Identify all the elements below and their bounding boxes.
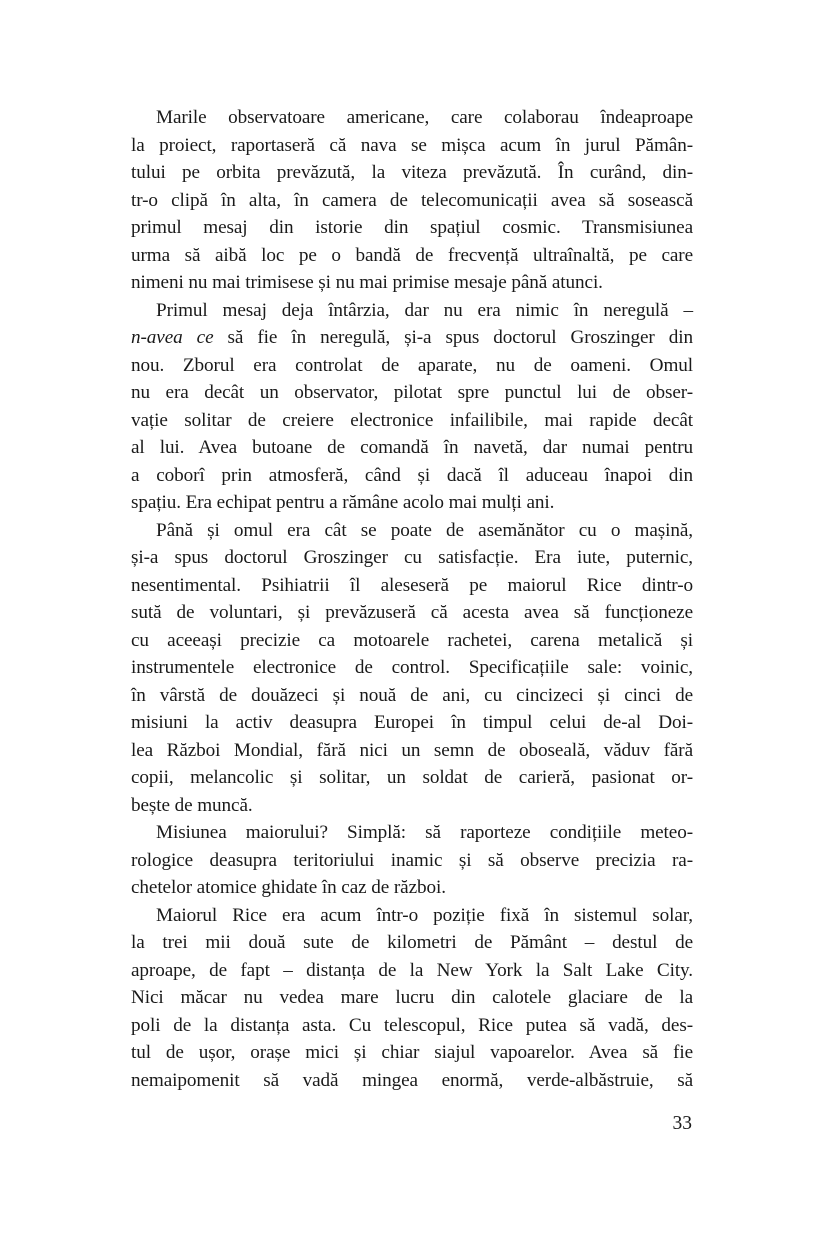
text-line bbox=[131, 1067, 693, 1095]
line-text: cu aceeași precizie ca motoarele rachetei, carena metalică și bbox=[131, 629, 693, 651]
line-text: nimeni nu mai trimisese și nu mai primise mesaje până atunci. bbox=[131, 272, 603, 293]
text-line bbox=[131, 159, 693, 187]
paragraph bbox=[131, 517, 693, 820]
text-line bbox=[131, 379, 693, 407]
text-line bbox=[131, 654, 693, 682]
text-line bbox=[131, 297, 693, 325]
line-text: poli de la distanța asta. Cu telescopul, Rice putea să vadă, des- bbox=[131, 1014, 693, 1036]
line-text: chetelor atomice ghidate în caz de război. bbox=[131, 877, 446, 898]
line-text: Maiorul Rice era acum într-o poziție fixă în sistemul solar, bbox=[156, 904, 693, 926]
line-text: copii, melancolic și solitar, un soldat de carieră, pasionat or- bbox=[131, 767, 693, 788]
line-text: misiuni la activ deasupra Europei în timpul celui de-al Doi- bbox=[131, 712, 693, 733]
text-line bbox=[131, 517, 693, 545]
line-text: a coborî prin atmosferă, când și dacă îl aduceau înapoi din bbox=[131, 464, 693, 486]
line-text: tr-o clipă în alta, în camera de telecomunicații avea să sosească bbox=[131, 189, 693, 211]
line-text: la trei mii două sute de kilometri de Pământ – destul de bbox=[131, 932, 693, 953]
line-text: lea Război Mondial, fără nici un semn de oboseală, văduv fără bbox=[131, 739, 693, 761]
line-text: Nici măcar nu vedea mare lucru din calotele glaciare de la bbox=[131, 987, 693, 1008]
line-text: Marile observatoare americane, care colaborau îndeaproape bbox=[156, 107, 693, 128]
text-line bbox=[131, 269, 693, 297]
paragraph bbox=[131, 902, 693, 1095]
text-line bbox=[131, 462, 693, 490]
text-line bbox=[131, 874, 693, 902]
body-text bbox=[131, 104, 693, 1094]
text-line bbox=[131, 709, 693, 737]
text-line bbox=[131, 544, 693, 572]
line-text: nou. Zborul era controlat de aparate, nu de oameni. Omul bbox=[131, 354, 693, 376]
paragraph bbox=[131, 819, 693, 902]
paragraph bbox=[131, 104, 693, 297]
text-line bbox=[131, 242, 693, 270]
text-line bbox=[131, 929, 693, 957]
text-line bbox=[131, 1039, 693, 1067]
paragraph bbox=[131, 297, 693, 517]
page-number: 33 bbox=[672, 1113, 692, 1134]
line-text: bește de muncă. bbox=[131, 794, 253, 816]
text-line bbox=[131, 1012, 693, 1040]
text-line bbox=[131, 984, 693, 1012]
text-line bbox=[131, 764, 693, 792]
line-text: să fie în neregulă, și-a spus doctorul Groszinger din bbox=[213, 327, 693, 348]
text-line bbox=[131, 819, 693, 847]
text-line bbox=[131, 407, 693, 435]
text-line bbox=[131, 902, 693, 930]
line-text: și-a spus doctorul Groszinger cu satisfacție. Era iute, puternic, bbox=[131, 547, 693, 568]
line-text: instrumentele electronice de control. Specificațiile sale: voinic, bbox=[131, 657, 693, 678]
text-line bbox=[131, 572, 693, 600]
text-line bbox=[131, 434, 693, 462]
text-line bbox=[131, 214, 693, 242]
line-text: aproape, de fapt – distanța de la New York la Salt Lake City. bbox=[131, 959, 693, 981]
text-line bbox=[131, 957, 693, 985]
italic-text: n-avea ce bbox=[131, 327, 214, 348]
text-line bbox=[131, 792, 693, 820]
text-line bbox=[131, 737, 693, 765]
line-text: nesentimental. Psihiatrii îl aleseseră pe maiorul Rice dintr-o bbox=[131, 574, 693, 596]
line-text: al lui. Avea butoane de comandă în navetă, dar numai pentru bbox=[131, 437, 693, 458]
line-text: nemaipomenit să vadă mingea enormă, verde-albăstruie, să bbox=[131, 1069, 693, 1091]
line-text: urma să aibă loc pe o bandă de frecvență ultraînaltă, pe care bbox=[131, 244, 693, 266]
text-line bbox=[131, 489, 693, 517]
line-text: la proiect, raportaseră că nava se mișca acum în jurul Pămân- bbox=[131, 134, 693, 156]
line-text: tul de ușor, orașe mici și chiar siajul vapoarelor. Avea să fie bbox=[131, 1042, 693, 1063]
line-text: primul mesaj din istorie din spațiul cosmic. Transmisiunea bbox=[131, 217, 693, 238]
line-text: rologice deasupra teritoriului inamic și să observe precizia ra- bbox=[131, 849, 693, 871]
text-line bbox=[131, 132, 693, 160]
text-line bbox=[131, 847, 693, 875]
line-text: vație solitar de creiere electronice infailibile, mai rapide decât bbox=[131, 409, 693, 431]
text-line bbox=[131, 187, 693, 215]
line-text: Până și omul era cât se poate de asemănător cu o mașină, bbox=[156, 519, 693, 541]
line-text: tului pe orbita prevăzută, la viteza prevăzută. În curând, din- bbox=[131, 162, 693, 183]
line-text: nu era decât un observator, pilotat spre punctul lui de obser- bbox=[131, 382, 693, 403]
text-line bbox=[131, 682, 693, 710]
text-line bbox=[131, 599, 693, 627]
line-text: spațiu. Era echipat pentru a rămâne acolo mai mulți ani. bbox=[131, 492, 555, 513]
line-text: în vârstă de douăzeci și nouă de ani, cu cincizeci și cinci de bbox=[131, 684, 693, 706]
text-line bbox=[131, 627, 693, 655]
line-text: Misiunea maiorului? Simplă: să raporteze condițiile meteo- bbox=[156, 822, 693, 843]
text-line bbox=[131, 324, 693, 352]
line-text: Primul mesaj deja întârzia, dar nu era nimic în neregulă – bbox=[156, 299, 693, 321]
line-text: sută de voluntari, și prevăzuseră că acesta avea să funcționeze bbox=[131, 602, 693, 623]
text-line bbox=[131, 104, 693, 132]
text-line bbox=[131, 352, 693, 380]
